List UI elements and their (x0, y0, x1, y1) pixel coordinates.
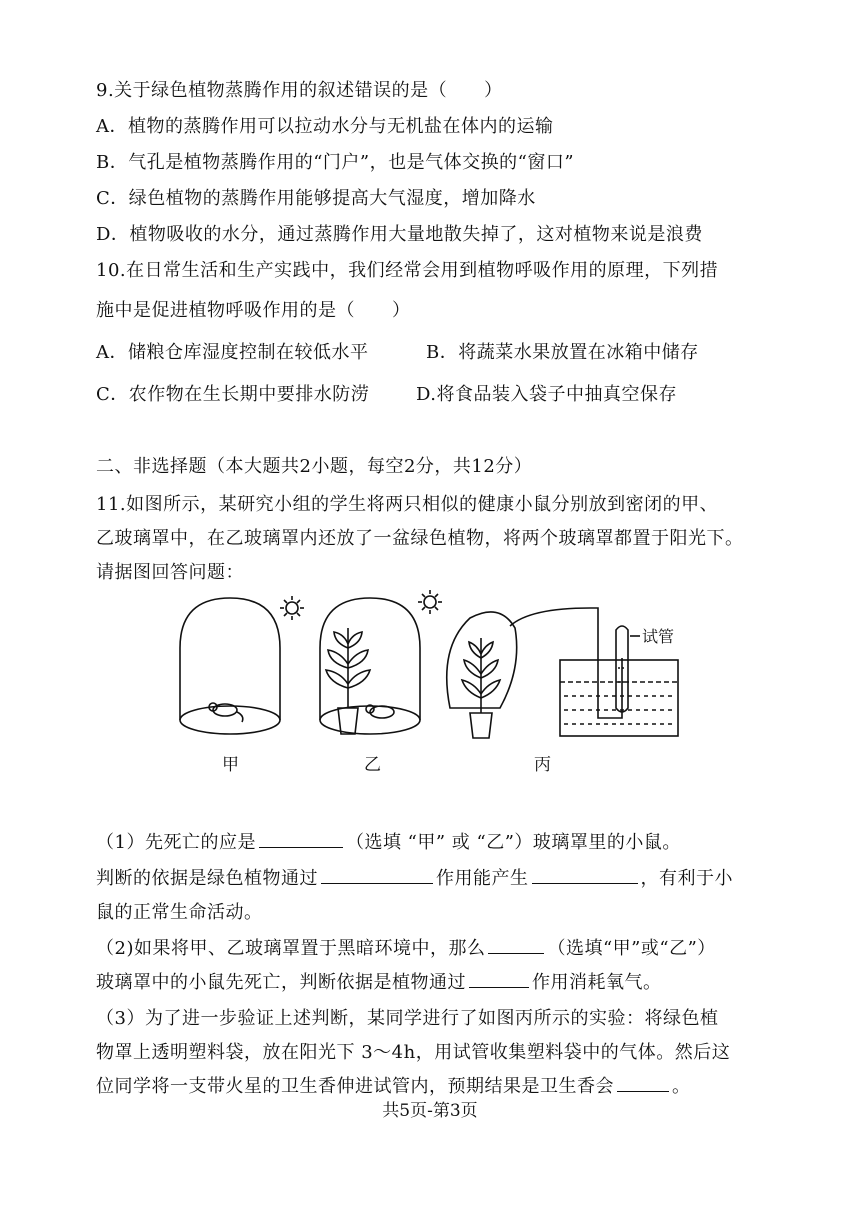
q11-p2-line2 (96, 968, 662, 994)
answer-blank-1[interactable] (259, 846, 343, 848)
jar-yi (320, 598, 420, 734)
q11-p3-line3 (96, 1072, 691, 1098)
q11-p1-text-c: 判断的依据是绿色植物通过 (96, 868, 318, 889)
q11-p1-line1 (96, 828, 681, 854)
q9-option-a: A．植物的蒸腾作用可以拉动水分与无机盐在体内的运输 (96, 116, 554, 137)
q11-p3-line2: 物罩上透明塑料袋，放在阳光下 3～4h，用试管收集塑料袋中的气体。然后这 (96, 1042, 731, 1063)
q9-stem: 9.关于绿色植物蒸腾作用的叙述错误的是（ ） (96, 80, 503, 101)
q11-p3-text-d: 。 (672, 1076, 691, 1097)
plant-in-bag (447, 612, 517, 738)
label-test-tube: 试管 (642, 627, 675, 646)
jar-jia (180, 598, 280, 734)
answer-blank-6[interactable] (617, 1090, 669, 1092)
q11-p2-text-b: （选填“甲”或“乙”） (547, 938, 716, 959)
q10-option-c: C．农作物在生长期中要排水防涝 (96, 384, 370, 405)
section2-heading: 二、非选择题（本大题共2小题，每空2分，共12分） (96, 456, 533, 477)
q11-stem-line2: 乙玻璃罩中，在乙玻璃罩内还放了一盆绿色植物，将两个玻璃罩都置于阳光下。 (96, 528, 744, 549)
sun-icon-2 (418, 590, 442, 614)
q10-option-a: A．储粮仓库湿度控制在较低水平 (96, 342, 369, 363)
page-footer: 共5页-第3页 (382, 1101, 478, 1121)
q11-p2-text-a: （2)如果将甲、乙玻璃罩置于黑暗环境中，那么 (96, 938, 486, 959)
q11-p2-line1 (96, 934, 716, 960)
experiment-diagram (170, 588, 690, 748)
q11-stem-line1: 11.如图所示，某研究小组的学生将两只相似的健康小鼠分别放到密闭的甲、 (96, 494, 719, 515)
q11-p3-text-c: 位同学将一支带火星的卫生香伸进试管内，预期结果是卫生香会 (96, 1076, 614, 1097)
q10-stem-line2: 施中是促进植物呼吸作用的是（ ） (96, 300, 411, 321)
water-trough (560, 660, 678, 736)
q9-option-d: D．植物吸收的水分，通过蒸腾作用大量地散失掉了，这对植物来说是浪费 (96, 224, 703, 245)
q10-option-d: D.将食品装入袋子中抽真空保存 (416, 384, 678, 405)
q11-p1-line2 (96, 864, 733, 890)
test-tube (616, 626, 640, 712)
q11-p1-text-e: ，有利于小 (640, 868, 733, 889)
q11-p1-line3: 鼠的正常生命活动。 (96, 902, 263, 923)
q11-p1-text-d: 作用能产生 (436, 868, 529, 889)
q10-stem-line1: 10.在日常生活和生产实践中，我们经常会用到植物呼吸作用的原理，下列措 (96, 260, 719, 281)
answer-blank-2[interactable] (321, 882, 433, 884)
sun-icon-1 (280, 596, 304, 620)
q9-option-c: C．绿色植物的蒸腾作用能够提高大气湿度，增加降水 (96, 188, 536, 209)
experiment-figure (170, 588, 690, 775)
q11-p3-line1: （3）为了进一步验证上述判断，某同学进行了如图丙所示的实验：将绿色植 (96, 1008, 719, 1029)
q10-options-row2 (96, 380, 677, 406)
caption-bing: 丙 (534, 755, 551, 775)
q11-p1-text-b: （选填 “甲” 或 “乙”）玻璃罩里的小鼠。 (345, 832, 681, 853)
caption-jia: 甲 (222, 755, 239, 775)
q11-stem-line3: 请据图回答问题： (96, 562, 244, 583)
answer-blank-3[interactable] (532, 882, 638, 884)
q9-option-b: B．气孔是植物蒸腾作用的“门户”，也是气体交换的“窗口” (96, 152, 575, 173)
q10-option-b: B．将蔬菜水果放置在冰箱中储存 (426, 342, 699, 363)
q11-p2-text-c: 玻璃罩中的小鼠先死亡，判断依据是植物通过 (96, 972, 466, 993)
answer-blank-5[interactable] (469, 986, 529, 988)
q11-p1-text-a: （1）先死亡的应是 (96, 832, 256, 853)
q10-options-row1 (96, 338, 699, 364)
q11-p2-text-d: 作用消耗氧气。 (532, 972, 662, 993)
answer-blank-4[interactable] (488, 952, 544, 954)
caption-yi: 乙 (364, 755, 381, 775)
